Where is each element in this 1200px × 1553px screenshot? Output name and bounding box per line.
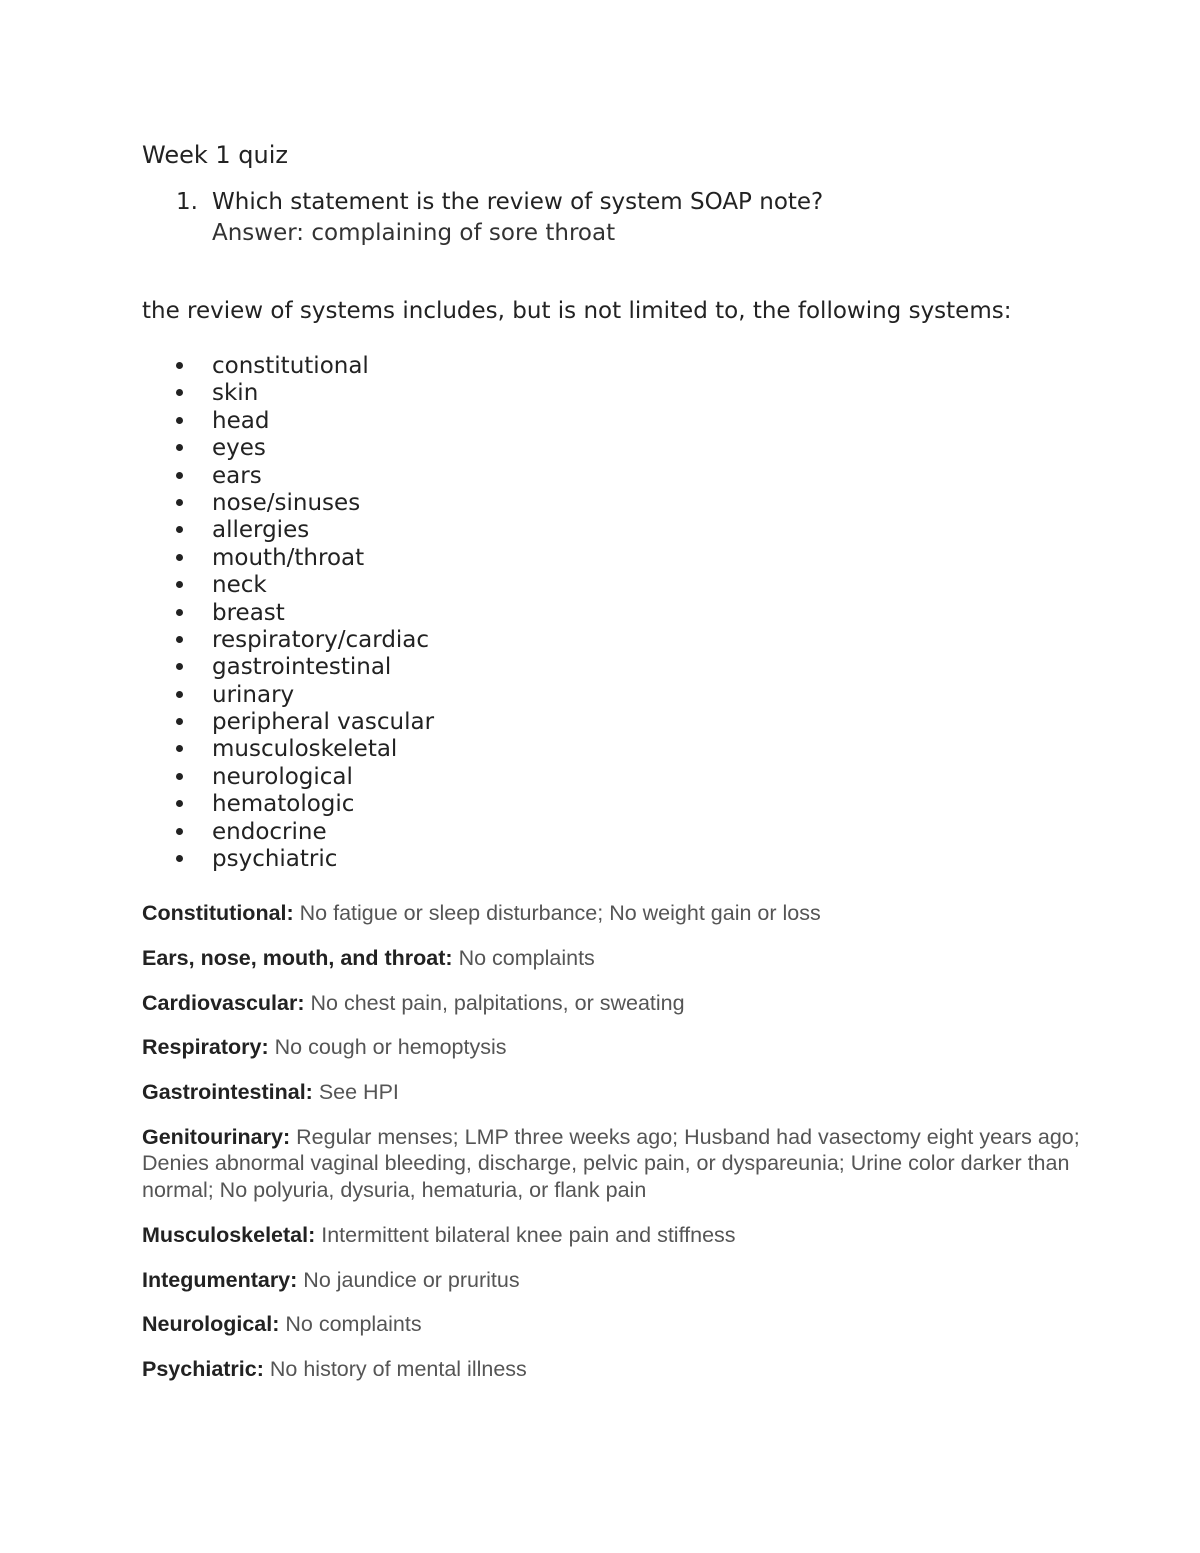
ros-label: Respiratory: <box>142 1035 269 1060</box>
bullet-icon <box>176 800 183 807</box>
ros-entry-ent <box>142 945 1082 972</box>
ros-label: Genitourinary: <box>142 1124 291 1149</box>
system-label: gastrointestinal <box>212 654 392 681</box>
bullet-icon <box>176 718 183 725</box>
bullet-icon <box>176 636 183 643</box>
ros-text: No chest pain, palpitations, or sweating <box>310 990 685 1015</box>
ros-text: No complaints <box>285 1312 422 1337</box>
system-label: neurological <box>212 763 353 790</box>
bullet-icon <box>176 444 183 451</box>
system-label: skin <box>212 380 259 407</box>
ros-entry-psychiatric <box>142 1356 1082 1383</box>
ros-text: No fatigue or sleep disturbance; No weight gain or loss <box>299 901 821 925</box>
ros-text: No jaundice or pruritus <box>303 1267 520 1292</box>
bullet-icon <box>176 691 183 698</box>
system-label: endocrine <box>212 818 327 845</box>
answer-text: Answer: complaining of sore throat <box>212 220 616 246</box>
system-label: psychiatric <box>212 846 338 873</box>
ros-label: Integumentary: <box>142 1267 298 1292</box>
ros-entry-cardiovascular <box>142 990 1082 1017</box>
bullet-icon <box>176 472 183 479</box>
document-title: Week 1 quiz <box>142 141 288 169</box>
system-label: allergies <box>212 517 310 544</box>
system-label: musculoskeletal <box>212 736 398 763</box>
system-label: eyes <box>212 435 266 462</box>
ros-entry-genitourinary <box>142 1124 1082 1204</box>
bullet-icon <box>176 773 183 780</box>
ros-text: Intermittent bilateral knee pain and stiffness <box>321 1222 736 1247</box>
system-label: urinary <box>212 681 295 708</box>
bullet-icon <box>176 828 183 835</box>
ros-entry-constitutional <box>142 900 1082 927</box>
ros-label: Musculoskeletal: <box>142 1222 316 1247</box>
ros-entry-respiratory <box>142 1034 1082 1061</box>
system-label: head <box>212 407 270 434</box>
system-label: breast <box>212 599 285 626</box>
ros-text: No cough or hemoptysis <box>274 1035 507 1060</box>
system-label: neck <box>212 572 267 599</box>
question-number: 1. <box>176 189 198 215</box>
ros-text: No complaints <box>458 945 595 970</box>
systems-intro: the review of systems includes, but is not limited to, the following systems: <box>142 298 1012 324</box>
ros-label: Constitutional: <box>142 901 294 925</box>
ros-label: Neurological: <box>142 1312 280 1337</box>
bullet-icon <box>176 526 183 533</box>
review-of-systems <box>142 900 1082 1401</box>
bullet-icon <box>176 745 183 752</box>
bullet-icon <box>176 389 183 396</box>
ros-entry-musculoskeletal <box>142 1222 1082 1249</box>
ros-entry-gastrointestinal <box>142 1079 1082 1106</box>
ros-text: No history of mental illness <box>269 1357 527 1382</box>
bullet-icon <box>176 663 183 670</box>
bullet-icon <box>176 609 183 616</box>
ros-label: Gastrointestinal: <box>142 1080 313 1105</box>
bullet-icon <box>176 417 183 424</box>
system-label: mouth/throat <box>212 544 365 571</box>
bullet-icon <box>176 581 183 588</box>
system-label: hematologic <box>212 791 355 818</box>
bullet-icon <box>176 362 183 369</box>
ros-entry-neurological <box>142 1311 1082 1338</box>
system-label: constitutional <box>212 353 369 379</box>
system-label: nose/sinuses <box>212 489 361 516</box>
ros-label: Cardiovascular: <box>142 990 305 1015</box>
bullet-icon <box>176 499 183 506</box>
ros-text: See HPI <box>318 1080 399 1105</box>
bullet-icon <box>176 855 183 862</box>
ros-label: Psychiatric: <box>142 1357 264 1382</box>
ros-label: Ears, nose, mouth, and throat: <box>142 945 453 970</box>
bullet-icon <box>176 554 183 561</box>
ros-text: Regular menses; LMP three weeks ago; Husband had vasectomy eight years ago; Denies abnormal vaginal bleeding, discharge, pelvic pain, or dyspareunia; Urine color darker than normal; No polyuria, dysuria, hematuria, or flank pain <box>142 1124 1080 1202</box>
system-label: respiratory/cardiac <box>212 626 430 653</box>
question-text: Which statement is the review of system SOAP note? <box>212 189 824 215</box>
system-label: peripheral vascular <box>212 709 435 736</box>
ros-entry-integumentary <box>142 1267 1082 1294</box>
system-label: ears <box>212 462 262 489</box>
